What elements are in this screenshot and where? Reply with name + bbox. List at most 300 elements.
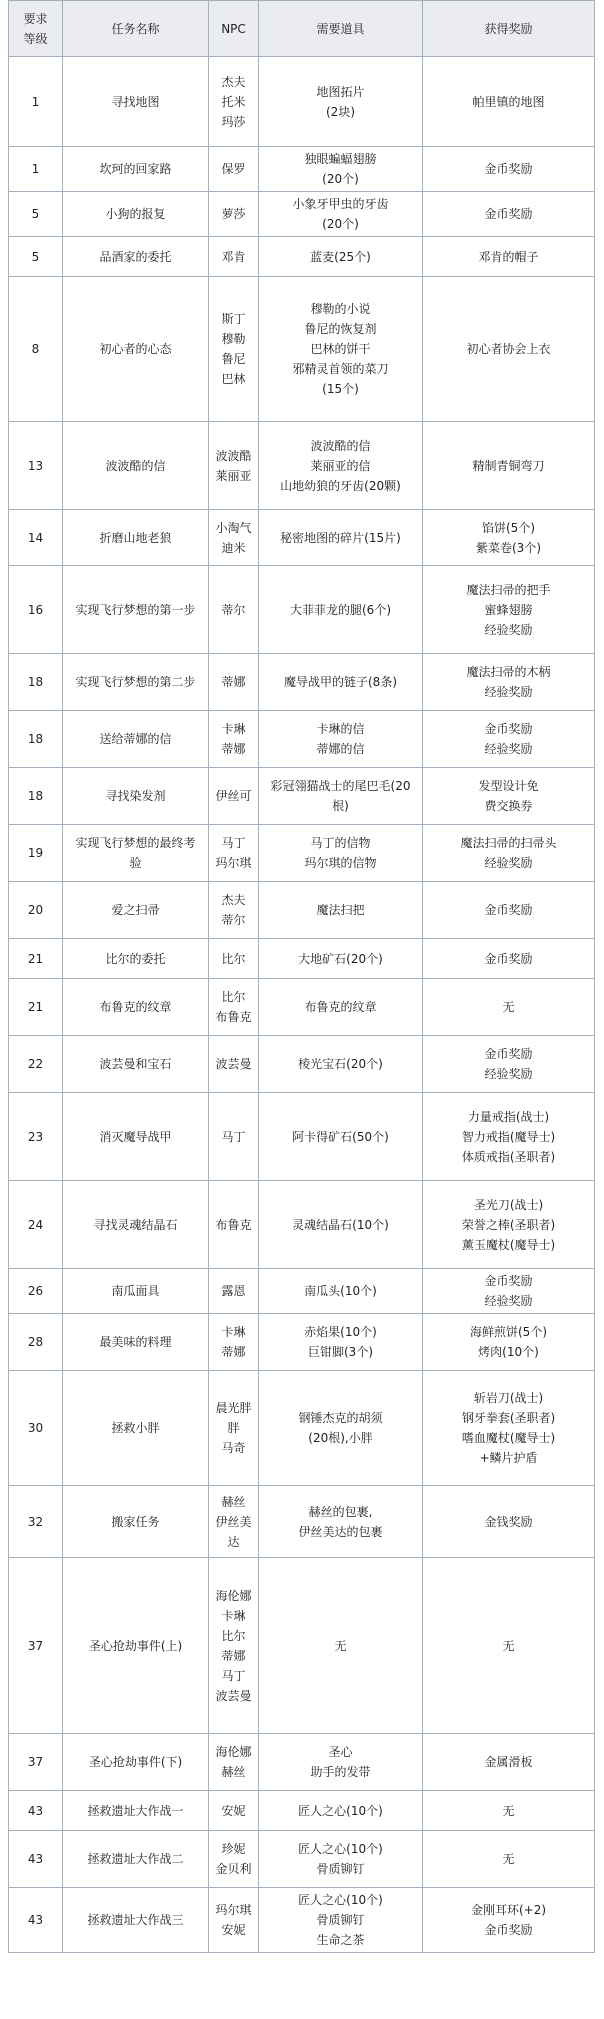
- table-row: [9, 1093, 595, 1181]
- required-items-cell-line: 秘密地图的碎片(15片): [280, 530, 401, 545]
- reward-cell-line: 金刚耳环(+2): [470, 1903, 547, 1917]
- quest-name-cell-line: 搬家任务: [111, 1514, 160, 1529]
- required-items-cell-line: 卡琳的信: [316, 722, 365, 736]
- required-items-cell: [259, 1831, 423, 1888]
- npc-cell-line: 达: [227, 1534, 240, 1549]
- quest-name-cell: [63, 1314, 209, 1371]
- required-items-cell-line: 大菲菲龙的腿(6个): [290, 602, 391, 617]
- quest-name-cell-line: 折磨山地老狼: [99, 530, 172, 545]
- reward-cell-line: 智力戒指(魔导士): [461, 1129, 556, 1144]
- header-level-line: 等级: [23, 31, 48, 46]
- npc-cell-line: 比尔: [221, 1628, 246, 1643]
- npc-cell: [209, 1486, 259, 1558]
- required-items-cell-line: 蒂娜的信: [316, 742, 365, 756]
- quest-name-cell-line: 拯救小胖: [111, 1421, 160, 1435]
- reward-cell: [423, 192, 595, 237]
- npc-cell: [209, 57, 259, 147]
- table-row: [9, 1734, 595, 1791]
- level-cell: 32: [9, 1486, 63, 1558]
- reward-cell-line: 金属滑板: [484, 1755, 533, 1769]
- header-reward: 获得奖励: [423, 1, 595, 57]
- npc-cell-line: 卡琳: [221, 1325, 246, 1339]
- quest-name-cell: [63, 422, 209, 510]
- npc-cell-line: 波芸曼: [215, 1057, 252, 1071]
- npc-cell-line: 海伦娜: [215, 1588, 252, 1603]
- npc-cell-line: 玛尔琪: [215, 856, 252, 870]
- level-cell: 37: [9, 1558, 63, 1734]
- npc-cell: [209, 277, 259, 422]
- npc-cell-line: 赫丝: [221, 1494, 246, 1509]
- table-row: [9, 882, 595, 939]
- required-items-cell-line: 小象牙甲虫的牙齿: [292, 197, 389, 211]
- reward-cell-line: 无: [502, 1803, 515, 1818]
- required-items-cell: [259, 654, 423, 711]
- level-cell: 5: [9, 192, 63, 237]
- table-row: [9, 1831, 595, 1888]
- reward-cell: [423, 825, 595, 882]
- required-items-cell: [259, 57, 423, 147]
- level-cell: 18: [9, 654, 63, 711]
- quest-name-cell-line: 拯救遗址大作战三: [87, 1913, 184, 1927]
- reward-cell-line: 力量戒指(战士): [467, 1109, 550, 1124]
- level-cell: 37: [9, 1734, 63, 1791]
- reward-cell-line: 经验奖励: [484, 1294, 533, 1308]
- quest-name-cell-line: 最美味的料理: [99, 1335, 172, 1349]
- npc-cell: [209, 882, 259, 939]
- required-items-cell: [259, 939, 423, 979]
- npc-cell: [209, 147, 259, 192]
- reward-cell-line: 金币奖励: [484, 1047, 533, 1061]
- table-row: [9, 939, 595, 979]
- quest-name-cell-line: 寻找灵魂结晶石: [93, 1217, 178, 1232]
- level-cell: 43: [9, 1888, 63, 1953]
- quest-name-cell: [63, 1888, 209, 1953]
- quest-name-cell: [63, 1269, 209, 1314]
- level-cell: 20: [9, 882, 63, 939]
- reward-cell-line: 无: [502, 1638, 515, 1653]
- quest-name-cell-line: 圣心抢劫事件(下): [88, 1755, 183, 1769]
- reward-cell: [423, 1269, 595, 1314]
- quest-name-cell: [63, 654, 209, 711]
- reward-cell-line: 蜜蜂翅膀: [484, 602, 533, 617]
- reward-cell-line: 金币奖励: [484, 1923, 533, 1937]
- level-cell: 26: [9, 1269, 63, 1314]
- npc-cell-line: 蒂娜: [221, 1345, 246, 1359]
- reward-cell-line: 经验奖励: [484, 856, 533, 870]
- quest-name-cell-line: 拯救遗址大作战二: [87, 1852, 184, 1866]
- quest-name-cell: [63, 1831, 209, 1888]
- npc-cell-line: 斯丁: [221, 312, 246, 326]
- level-cell: 28: [9, 1314, 63, 1371]
- table-row: [9, 277, 595, 422]
- required-items-cell-line: 生命之茶: [316, 1933, 365, 1947]
- npc-cell: [209, 422, 259, 510]
- npc-cell-line: 晨光胖: [215, 1401, 252, 1415]
- header-npc: NPC: [209, 1, 259, 57]
- required-items-cell-line: 无: [334, 1638, 347, 1653]
- reward-cell-line: 紫菜卷(3个): [476, 540, 541, 555]
- required-items-cell-line: 骨质铆钉: [316, 1913, 365, 1927]
- npc-cell-line: 马丁: [221, 1668, 246, 1683]
- table-row: [9, 979, 595, 1036]
- level-cell: 43: [9, 1831, 63, 1888]
- quest-name-cell: [63, 510, 209, 566]
- npc-cell-line: 安妮: [221, 1923, 246, 1937]
- required-items-cell-line: (20根),小胖: [308, 1431, 373, 1445]
- reward-cell: [423, 237, 595, 277]
- level-cell: 23: [9, 1093, 63, 1181]
- required-items-cell: [259, 1791, 423, 1831]
- npc-cell: [209, 1831, 259, 1888]
- reward-cell: [423, 939, 595, 979]
- npc-cell: [209, 711, 259, 768]
- required-items-cell: [259, 192, 423, 237]
- table-row: [9, 654, 595, 711]
- required-items-cell-line: 马丁的信物: [310, 836, 371, 850]
- required-items-cell: [259, 1093, 423, 1181]
- quest-name-cell: [63, 1181, 209, 1269]
- header-row: [9, 1, 595, 57]
- reward-cell: [423, 711, 595, 768]
- required-items-cell: [259, 1036, 423, 1093]
- reward-cell: [423, 979, 595, 1036]
- quest-name-cell: [63, 277, 209, 422]
- quest-name-cell: [63, 979, 209, 1036]
- required-items-cell-line: 灵魂结晶石(10个): [292, 1217, 389, 1232]
- level-cell: 5: [9, 237, 63, 277]
- npc-cell-line: 鲁尼: [221, 352, 246, 366]
- quest-name-cell: [63, 882, 209, 939]
- npc-cell-line: 马丁: [221, 1129, 246, 1144]
- quest-name-cell: [63, 1734, 209, 1791]
- quest-table-body: [9, 57, 595, 1953]
- required-items-cell: [259, 1888, 423, 1953]
- reward-cell: [423, 422, 595, 510]
- required-items-cell: [259, 1486, 423, 1558]
- table-row: [9, 1371, 595, 1486]
- required-items-cell-line: 彩冠翎猫战士的尾巴毛(20: [270, 779, 411, 793]
- required-items-cell: [259, 510, 423, 566]
- required-items-cell-line: 蓝麦(25个): [310, 249, 371, 264]
- quest-name-cell-line: 波芸曼和宝石: [99, 1057, 172, 1071]
- npc-cell: [209, 1888, 259, 1953]
- required-items-cell-line: 山地幼狼的牙齿(20颗): [280, 478, 401, 493]
- required-items-cell-line: 魔导战甲的链子(8条): [284, 675, 397, 689]
- required-items-cell-line: 独眼蝙蝠翅膀: [304, 152, 377, 166]
- npc-cell-line: 巴林: [221, 372, 246, 386]
- required-items-cell: [259, 711, 423, 768]
- npc-cell-line: 布鲁克: [215, 1217, 252, 1232]
- npc-cell: [209, 1269, 259, 1314]
- table-row: [9, 1888, 595, 1953]
- npc-cell: [209, 237, 259, 277]
- table-row: [9, 422, 595, 510]
- required-items-cell-line: 骨质铆钉: [316, 1862, 365, 1876]
- npc-cell-line: 杰夫: [221, 893, 246, 907]
- quest-name-cell-line: 比尔的委托: [105, 951, 166, 966]
- npc-cell-line: 露恩: [221, 1284, 246, 1298]
- npc-cell-line: 伊丝可: [215, 789, 252, 803]
- npc-cell-line: 波波酷: [215, 448, 252, 463]
- table-row: [9, 825, 595, 882]
- reward-cell-line: 费交换券: [484, 799, 533, 813]
- required-items-cell-line: 波波酷的信: [310, 438, 371, 453]
- table-row: [9, 566, 595, 654]
- required-items-cell-line: 棱光宝石(20个): [298, 1057, 383, 1071]
- table-row: [9, 192, 595, 237]
- npc-cell-line: 布鲁克: [215, 1010, 252, 1024]
- required-items-cell-line: 阿卡得矿石(50个): [292, 1129, 389, 1144]
- table-row: [9, 768, 595, 825]
- required-items-cell-line: 鲁尼的恢复剂: [304, 322, 377, 336]
- table-row: [9, 1314, 595, 1371]
- npc-cell: [209, 1734, 259, 1791]
- quest-name-cell-line: 寻找地图: [111, 94, 160, 109]
- table-row: [9, 147, 595, 192]
- required-items-cell: [259, 825, 423, 882]
- required-items-cell: [259, 422, 423, 510]
- quest-name-cell-line: 消灭魔导战甲: [99, 1129, 172, 1144]
- reward-cell: [423, 1181, 595, 1269]
- reward-cell: [423, 57, 595, 147]
- npc-cell-line: 玛尔琪: [215, 1903, 252, 1917]
- reward-cell-line: 薰玉魔杖(魔导士): [461, 1237, 556, 1252]
- reward-cell-line: 无: [502, 1000, 515, 1014]
- npc-cell-line: 胖: [227, 1421, 240, 1435]
- npc-cell-line: 迪米: [221, 540, 246, 555]
- quest-name-cell: [63, 57, 209, 147]
- quest-name-cell: [63, 1036, 209, 1093]
- table-row: [9, 237, 595, 277]
- required-items-cell-line: (2块): [326, 104, 355, 119]
- reward-cell-line: 圣光刀(战士): [473, 1197, 544, 1212]
- required-items-cell-line: 伊丝美达的包裹: [298, 1524, 383, 1539]
- npc-cell-line: 比尔: [221, 951, 246, 966]
- required-items-cell: [259, 1269, 423, 1314]
- table-row: [9, 1486, 595, 1558]
- npc-cell: [209, 1181, 259, 1269]
- npc-cell-line: 邓肯: [221, 249, 246, 264]
- required-items-cell-line: (15个): [322, 382, 359, 396]
- npc-cell: [209, 1558, 259, 1734]
- reward-cell-line: 金币奖励: [484, 903, 533, 917]
- reward-cell-line: 初心者协会上衣: [466, 342, 551, 356]
- table-row: [9, 57, 595, 147]
- reward-cell-line: 魔法扫帚的木柄: [466, 665, 551, 679]
- reward-cell: [423, 1314, 595, 1371]
- required-items-cell: [259, 882, 423, 939]
- required-items-cell-line: 玛尔琪的信物: [304, 856, 377, 870]
- table-row: [9, 1791, 595, 1831]
- level-cell: 24: [9, 1181, 63, 1269]
- npc-cell-line: 蒂尔: [221, 602, 246, 617]
- required-items-cell-line: 南瓜头(10个): [304, 1284, 377, 1298]
- npc-cell-line: 波芸曼: [215, 1688, 252, 1703]
- npc-cell-line: 蒂娜: [221, 1648, 246, 1663]
- required-items-cell-line: 圣心: [328, 1745, 353, 1759]
- quest-table: [8, 0, 595, 1953]
- reward-cell-line: 荣誉之棒(圣职者): [461, 1217, 556, 1232]
- reward-cell-line: 斩岩刀(战士): [473, 1391, 544, 1405]
- npc-cell-line: 卡琳: [221, 1608, 246, 1623]
- required-items-cell-line: 钢锤杰克的胡须: [298, 1411, 383, 1425]
- level-cell: 18: [9, 711, 63, 768]
- reward-cell-line: 魔法扫帚的把手: [466, 582, 551, 597]
- level-cell: 1: [9, 57, 63, 147]
- required-items-cell: [259, 1314, 423, 1371]
- reward-cell-line: 金币奖励: [484, 951, 533, 966]
- reward-cell: [423, 566, 595, 654]
- npc-cell-line: 小淘气: [215, 520, 252, 535]
- quest-name-cell-line: 布鲁克的纹章: [99, 1000, 172, 1014]
- required-items-cell-line: 莱丽亚的信: [310, 458, 371, 473]
- header-level: [9, 1, 63, 57]
- reward-cell-line: 烤肉(10个): [478, 1345, 539, 1359]
- reward-cell: [423, 1734, 595, 1791]
- quest-name-cell: [63, 1093, 209, 1181]
- reward-cell-line: 馅饼(5个): [482, 520, 535, 535]
- required-items-cell: [259, 1371, 423, 1486]
- quest-name-cell: [63, 768, 209, 825]
- reward-cell-line: +鳞片护盾: [479, 1451, 538, 1465]
- npc-cell: [209, 939, 259, 979]
- quest-name-cell: [63, 1371, 209, 1486]
- reward-cell: [423, 147, 595, 192]
- quest-name-cell: [63, 566, 209, 654]
- npc-cell-line: 杰夫: [221, 74, 246, 89]
- quest-name-cell-line: 圣心抢劫事件(上): [88, 1638, 183, 1653]
- npc-cell-line: 托米: [221, 94, 246, 109]
- quest-name-cell: [63, 192, 209, 237]
- required-items-cell: [259, 237, 423, 277]
- npc-cell: [209, 1791, 259, 1831]
- level-cell: 18: [9, 768, 63, 825]
- required-items-cell-line: 匠人之心(10个): [298, 1842, 383, 1856]
- level-cell: 13: [9, 422, 63, 510]
- npc-cell-line: 卡琳: [221, 722, 246, 736]
- reward-cell: [423, 768, 595, 825]
- reward-cell: [423, 1888, 595, 1953]
- npc-cell-line: 比尔: [221, 990, 246, 1004]
- npc-cell-line: 珍妮: [221, 1842, 246, 1856]
- quest-name-cell: [63, 147, 209, 192]
- level-cell: 21: [9, 979, 63, 1036]
- npc-cell: [209, 192, 259, 237]
- reward-cell-line: 经验奖励: [484, 622, 533, 637]
- required-items-cell-line: 匠人之心(10个): [298, 1803, 383, 1818]
- reward-cell: [423, 1791, 595, 1831]
- reward-cell-line: 经验奖励: [484, 742, 533, 756]
- quest-name-cell-line: 爱之扫帚: [111, 903, 160, 917]
- npc-cell: [209, 1314, 259, 1371]
- npc-cell-line: 蒂娜: [221, 675, 246, 689]
- required-items-cell-line: 巴林的饼干: [310, 342, 371, 356]
- reward-cell-line: 经验奖励: [484, 1067, 533, 1081]
- npc-cell-line: 马奇: [221, 1441, 246, 1455]
- reward-cell-line: 发型设计免: [478, 779, 539, 793]
- npc-cell-line: 玛莎: [221, 114, 246, 129]
- npc-cell: [209, 654, 259, 711]
- npc-cell: [209, 566, 259, 654]
- required-items-cell-line: 巨钳脚(3个): [308, 1345, 373, 1359]
- reward-cell-line: 帕里镇的地图: [472, 94, 545, 109]
- required-items-cell: [259, 566, 423, 654]
- required-items-cell: [259, 1181, 423, 1269]
- quest-name-cell-line: 送给蒂娜的信: [99, 732, 172, 746]
- quest-name-cell-line: 波波酷的信: [105, 458, 166, 473]
- required-items-cell-line: 助手的发带: [310, 1765, 371, 1779]
- reward-cell-line: 金币奖励: [484, 207, 533, 221]
- npc-cell: [209, 1036, 259, 1093]
- npc-cell-line: 海伦娜: [215, 1745, 252, 1759]
- npc-cell-line: 伊丝美: [215, 1514, 252, 1529]
- quest-name-cell-line: 小狗的报复: [105, 207, 166, 221]
- npc-cell: [209, 979, 259, 1036]
- npc-cell-line: 马丁: [221, 836, 246, 850]
- reward-cell: [423, 277, 595, 422]
- npc-cell-line: 安妮: [221, 1803, 246, 1818]
- reward-cell: [423, 1831, 595, 1888]
- table-row: [9, 1269, 595, 1314]
- reward-cell: [423, 510, 595, 566]
- quest-name-cell: [63, 1486, 209, 1558]
- quest-name-cell: [63, 711, 209, 768]
- header-required-items: 需要道具: [259, 1, 423, 57]
- required-items-cell: [259, 1558, 423, 1734]
- quest-name-cell-line: 初心者的心态: [99, 342, 172, 356]
- reward-cell-line: 体质戒指(圣职者): [461, 1149, 556, 1164]
- level-cell: 22: [9, 1036, 63, 1093]
- npc-cell-line: 萝莎: [221, 207, 246, 221]
- required-items-cell-line: 大地矿石(20个): [298, 951, 383, 966]
- reward-cell-line: 经验奖励: [484, 685, 533, 699]
- table-row: [9, 711, 595, 768]
- table-row: [9, 510, 595, 566]
- npc-cell-line: 金贝利: [215, 1862, 252, 1876]
- reward-cell-line: 金币奖励: [484, 162, 533, 176]
- reward-cell-line: 海鲜煎饼(5个): [470, 1325, 547, 1339]
- npc-cell-line: 莱丽亚: [215, 468, 252, 483]
- reward-cell-line: 金币奖励: [484, 722, 533, 736]
- required-items-cell-line: 根): [332, 799, 349, 813]
- quest-name-cell-line: 验: [129, 856, 142, 870]
- quest-name-cell: [63, 1791, 209, 1831]
- reward-cell: [423, 1371, 595, 1486]
- reward-cell-line: 嗜血魔杖(魔导士): [461, 1431, 556, 1445]
- quest-name-cell: [63, 825, 209, 882]
- level-cell: 8: [9, 277, 63, 422]
- required-items-cell-line: 布鲁克的纹章: [304, 1000, 377, 1014]
- npc-cell-line: 蒂娜: [221, 742, 246, 756]
- level-cell: 1: [9, 147, 63, 192]
- required-items-cell-line: 赫丝的包裹,: [308, 1504, 373, 1519]
- required-items-cell: [259, 147, 423, 192]
- reward-cell: [423, 1558, 595, 1734]
- npc-cell: [209, 510, 259, 566]
- header-level-line: 要求: [23, 11, 48, 26]
- table-row: [9, 1558, 595, 1734]
- quest-name-cell: [63, 237, 209, 277]
- required-items-cell-line: 魔法扫把: [316, 903, 365, 917]
- quest-name-cell-line: 坎珂的回家路: [99, 162, 172, 176]
- npc-cell-line: 保罗: [221, 162, 246, 176]
- quest-name-cell-line: 实现飞行梦想的最终考: [75, 836, 196, 850]
- reward-cell-line: 金币奖励: [484, 1274, 533, 1288]
- npc-cell-line: 赫丝: [221, 1765, 246, 1779]
- level-cell: 43: [9, 1791, 63, 1831]
- quest-name-cell: [63, 939, 209, 979]
- table-row: [9, 1036, 595, 1093]
